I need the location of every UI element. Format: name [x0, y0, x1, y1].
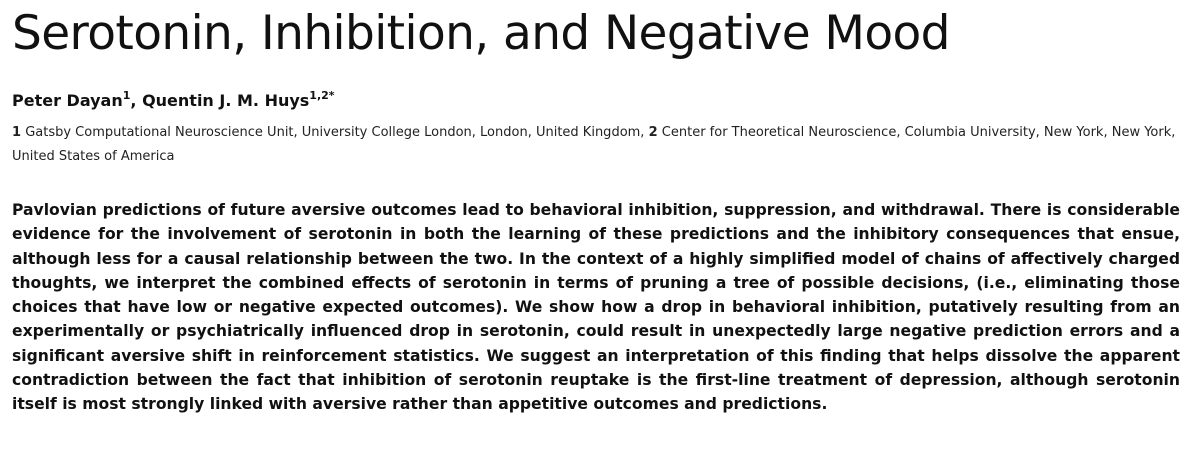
affiliations	[12, 121, 1180, 169]
abstract: Pavlovian predictions of future aversive outcomes lead to behavioral inhibition, suppression, and withdrawal. There is considerable evidence for the involvement of serotonin in both the learning of these predictions and the inhibitory consequences that ensue, although less for a causal relationship between the two. In the context of a highly simplified model of chains of affectively charged thoughts, we interpret the combined effects of serotonin in terms of pruning a tree of possible decisions, (i.e., eliminating those choices that have low or negative expected outcomes). We show how a drop in behavioral inhibition, putatively resulting from an experimentally or psychiatrically influenced drop in serotonin, could result in unexpectedly large negative prediction errors and a significant aversive shift in reinforcement statistics. We suggest an interpretation of this finding that helps dissolve the apparent contradiction between the fact that inhibition of serotonin reuptake is the first-line treatment of depression, although serotonin itself is most strongly linked with aversive rather than appetitive outcomes and predictions.	[12, 201, 1180, 414]
author-affiliation-mark: 1,2*	[309, 89, 335, 102]
author-separator: ,	[130, 91, 143, 110]
affiliation-text: Center for Theoretical Neuroscience, Columbia University, New York, New York, United States of America	[12, 125, 1176, 164]
affiliation-number: 1	[12, 125, 22, 140]
author-name: Peter Dayan	[12, 91, 123, 110]
author-list	[12, 83, 335, 119]
author-affiliation-mark: 1	[122, 89, 131, 102]
paper-title: Serotonin, Inhibition, and Negative Mood	[12, 6, 950, 61]
affiliation-number: 2	[648, 125, 658, 140]
author-name: Quentin J. M. Huys	[142, 91, 310, 110]
affiliation-text: Gatsby Computational Neuroscience Unit, University College London, London, United Kingdom,	[25, 125, 645, 140]
